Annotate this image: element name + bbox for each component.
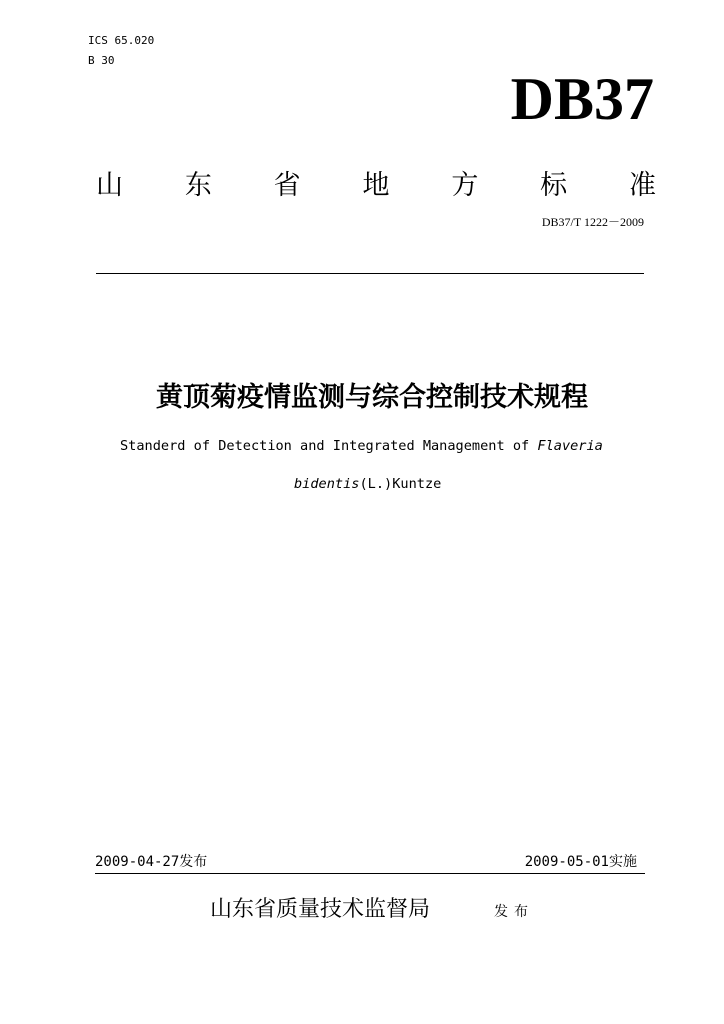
document-title-english-line1 bbox=[120, 436, 603, 456]
ics-code: ICS 65.020 bbox=[88, 34, 155, 47]
standard-title-char: 准 bbox=[628, 170, 656, 201]
english-title-species: bidentis bbox=[294, 476, 360, 492]
document-title-english-line2 bbox=[294, 474, 441, 494]
implementation-date bbox=[525, 852, 637, 872]
english-title-text: Standerd of Detection and Integrated Management of bbox=[120, 438, 538, 454]
issue-date-suffix: 发布 bbox=[179, 854, 208, 870]
standard-title-char: 东 bbox=[184, 170, 212, 201]
top-divider bbox=[96, 273, 644, 274]
implementation-date-suffix: 实施 bbox=[609, 854, 637, 870]
english-title-authority: (L.)Kuntze bbox=[359, 476, 442, 492]
document-title-chinese: 黄顶菊疫情监测与综合控制技术规程 bbox=[156, 382, 588, 413]
standard-title-char: 省 bbox=[273, 170, 301, 201]
implementation-date-value: 2009-05-01 bbox=[524, 854, 609, 870]
issue-date-value: 2009-04-27 bbox=[95, 854, 180, 870]
standard-title-char: 方 bbox=[451, 170, 479, 201]
bottom-divider bbox=[95, 873, 645, 874]
english-title-genus: Flaveria bbox=[537, 438, 603, 454]
ccs-code: B 30 bbox=[88, 54, 115, 67]
issue-date bbox=[95, 852, 207, 872]
standard-title-char: 地 bbox=[362, 170, 390, 201]
standard-type-title bbox=[96, 168, 656, 204]
standard-number: DB37/T 1222－2009 bbox=[541, 215, 644, 229]
standard-title-char: 山 bbox=[96, 170, 123, 201]
db-code: DB37 bbox=[510, 66, 654, 132]
standard-title-char: 标 bbox=[540, 170, 568, 201]
issuing-authority: 山东省质量技术监督局 bbox=[210, 897, 431, 922]
issued-label: 发布 bbox=[494, 904, 534, 920]
